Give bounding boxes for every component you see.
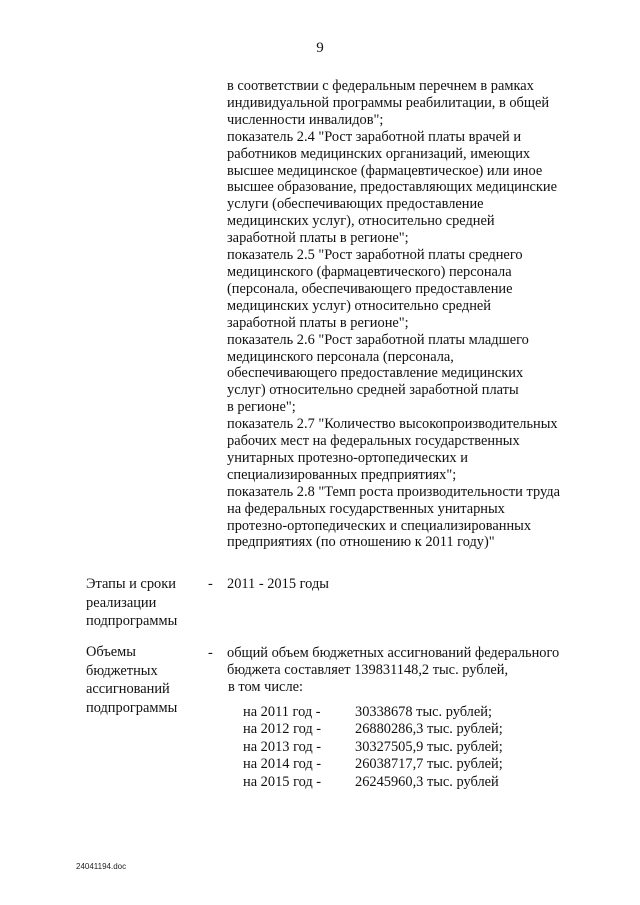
- text-line: (персонала, обеспечивающего предоставление: [227, 280, 513, 297]
- stages-value: 2011 - 2015 годы: [227, 576, 329, 592]
- budget-by-year-table: [243, 704, 503, 791]
- text-line: показатель 2.4 "Рост заработной платы врачей и: [227, 128, 522, 145]
- year-cell: на 2014 год -: [243, 756, 322, 773]
- text-line: унитарных протезно-ортопедических и: [227, 449, 468, 466]
- text-line: показатель 2.7 "Количество высокопроизводительных: [227, 416, 558, 433]
- amount-cell: 26038717,7 тыс. рублей;: [355, 756, 503, 773]
- label-line: реализации: [86, 594, 157, 611]
- text-line: показатель 2.6 "Рост заработной платы младшего: [227, 331, 529, 348]
- text-line: медицинского (фармацевтического) персонала: [227, 263, 512, 280]
- label-line: бюджетных: [86, 662, 158, 679]
- text-line: услуг) относительно средней заработной платы: [227, 382, 519, 399]
- year-cell: на 2013 год -: [243, 738, 322, 755]
- text-line: заработной платы в регионе";: [227, 314, 409, 331]
- stages-label: [86, 575, 177, 631]
- text-line: показатель 2.8 "Темп роста производительности труда: [227, 483, 560, 500]
- budget-total: [227, 645, 559, 696]
- text-line: численности инвалидов";: [227, 111, 384, 128]
- text-line: медицинского персонала (персонала,: [227, 348, 454, 365]
- year-cell: на 2015 год -: [243, 773, 322, 790]
- amount-cell: 30338678 тыс. рублей;: [355, 704, 492, 720]
- text-line: в том числе:: [228, 679, 304, 695]
- label-line: Этапы и сроки: [86, 576, 176, 592]
- text-line: рабочих мест на федеральных государственных: [227, 433, 520, 450]
- text-line: на федеральных государственных унитарных: [227, 500, 505, 517]
- text-line: в соответствии с федеральным перечнем в рамках: [227, 78, 534, 94]
- text-line: показатель 2.5 "Рост заработной платы среднего: [227, 247, 523, 264]
- text-line: медицинских услуг) относительно средней: [227, 297, 491, 314]
- label-line: Объемы: [86, 644, 136, 660]
- footer-file-name: 24041194.doc: [76, 862, 127, 871]
- amount-cell: 26880286,3 тыс. рублей;: [355, 721, 503, 738]
- text-line: в регионе";: [227, 399, 296, 416]
- label-line: ассигнований: [86, 681, 170, 697]
- text-line: высшее образование, предоставляющих медицинские: [227, 179, 558, 196]
- year-cell: на 2012 год -: [243, 721, 322, 738]
- text-line: протезно-ортопедических и специализированных: [227, 517, 532, 534]
- text-line: обеспечивающего предоставление медицинских: [227, 365, 524, 382]
- amount-cell: 30327505,9 тыс. рублей;: [355, 738, 503, 755]
- text-line: общий объем бюджетных ассигнований федерального: [227, 645, 560, 661]
- stages-dash: -: [208, 576, 213, 592]
- table-row: [243, 756, 503, 773]
- label-line: подпрограммы: [86, 699, 178, 716]
- label-line: подпрограммы: [86, 613, 178, 629]
- text-line: высшее медицинское (фармацевтическое) или иное: [227, 162, 543, 179]
- amount-cell: 26245960,3 тыс. рублей: [355, 773, 499, 790]
- budget-dash: -: [208, 645, 213, 661]
- table-row: [243, 721, 503, 738]
- text-line: услуги (обеспечивающих предоставление: [227, 196, 484, 213]
- table-row: [243, 704, 503, 721]
- text-line: бюджета составляет 139831148,2 тыс. рублей,: [227, 662, 509, 678]
- text-line: медицинских услуг), относительно средней: [227, 213, 495, 230]
- text-line: специализированных предприятиях";: [227, 466, 457, 483]
- year-cell: на 2011 год -: [243, 704, 321, 720]
- budget-label: [86, 643, 177, 717]
- text-line: предприятиях (по отношению к 2011 году)": [227, 534, 495, 551]
- text-line: работников медицинских организаций, имеющих: [227, 145, 531, 162]
- table-row: [243, 774, 503, 791]
- table-row: [243, 739, 503, 756]
- text-line: заработной платы в регионе";: [227, 230, 409, 247]
- page-number: 9: [316, 40, 324, 56]
- indicators-continuation: [227, 78, 587, 551]
- text-line: индивидуальной программы реабилитации, в общей: [227, 94, 550, 111]
